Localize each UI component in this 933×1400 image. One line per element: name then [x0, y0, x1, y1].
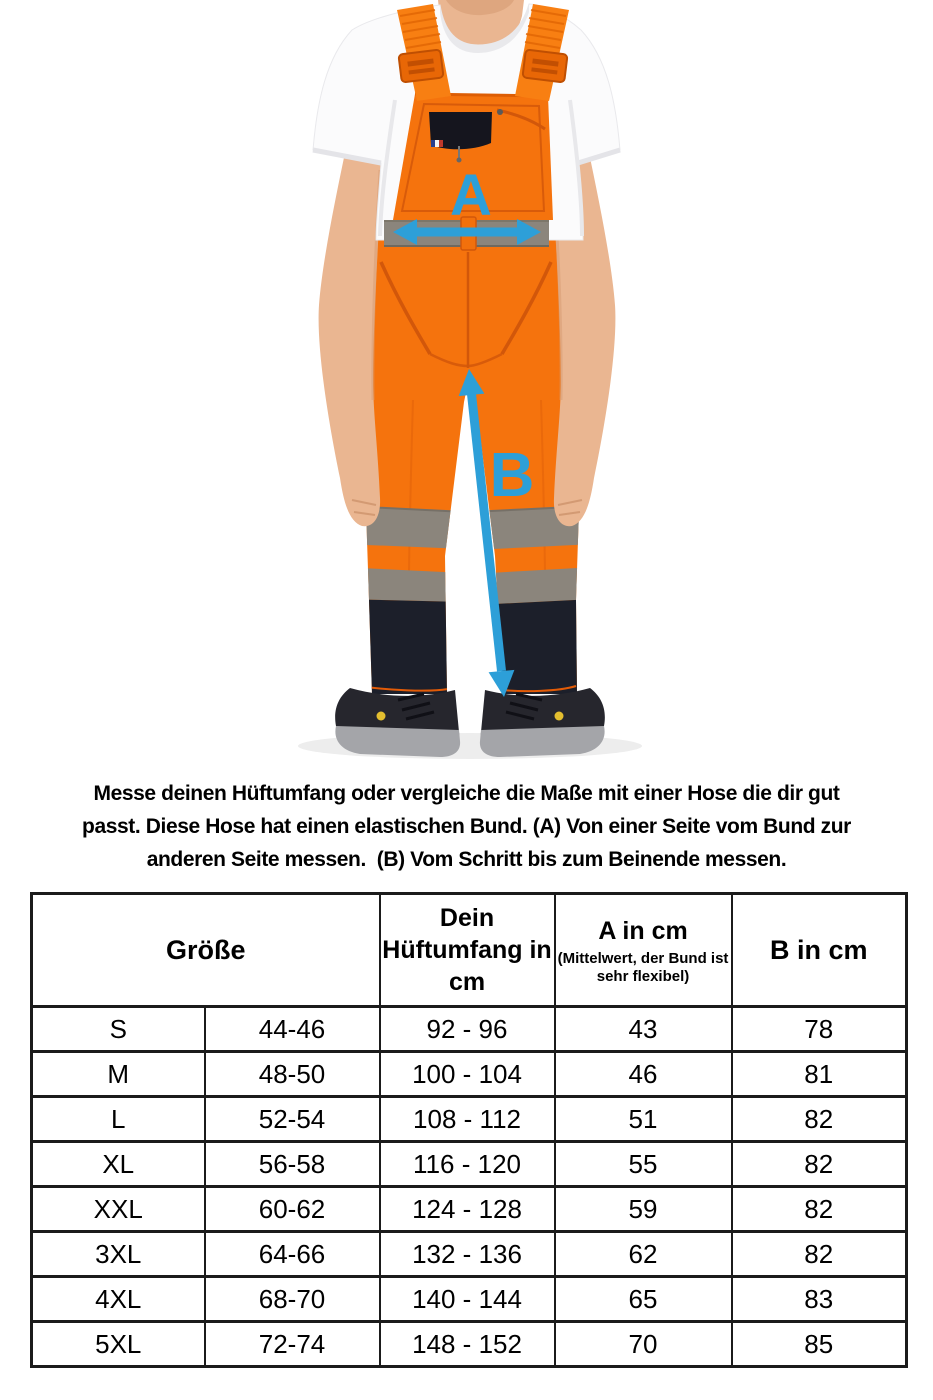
hip-circumference-cell: 100 - 104: [380, 1052, 555, 1097]
measurement-b-label: B: [489, 441, 535, 510]
b-cm-cell: 82: [732, 1187, 907, 1232]
hip-circumference-cell: 124 - 128: [380, 1187, 555, 1232]
header-a-cm: [555, 894, 732, 1007]
measurement-a-label: A: [450, 163, 492, 228]
navy-leg-cuffs: [337, 599, 595, 700]
size-cell: XXL: [32, 1187, 205, 1232]
size-range-cell: 72-74: [205, 1322, 380, 1367]
size-table-body: [32, 1007, 907, 1367]
hip-circumference-cell: 148 - 152: [380, 1322, 555, 1367]
hip-circumference-cell: 140 - 144: [380, 1277, 555, 1322]
a-cm-cell: 59: [555, 1187, 732, 1232]
size-cell: XL: [32, 1142, 205, 1187]
left-buckle: [398, 50, 443, 83]
instructions-line-2: passt. Diese Hose hat einen elastischen Bund. (A) Von einer Seite vom Bund zur: [82, 815, 851, 838]
b-cm-cell: 82: [732, 1232, 907, 1277]
size-range-cell: 52-54: [205, 1097, 380, 1142]
instructions-line-3: anderen Seite messen. (B) Vom Schritt bis zum Beinende messen.: [146, 848, 787, 871]
size-cell: S: [32, 1007, 205, 1052]
a-cm-cell: 65: [555, 1277, 732, 1322]
size-cell: 3XL: [32, 1232, 205, 1277]
leg-reflective-bands: [337, 506, 595, 700]
measurement-instructions: [0, 772, 933, 876]
size-cell: 5XL: [32, 1322, 205, 1367]
hip-circumference-cell: 92 - 96: [380, 1007, 555, 1052]
b-cm-cell: 82: [732, 1097, 907, 1142]
size-table-row: [32, 1277, 907, 1322]
size-table-row: [32, 1142, 907, 1187]
size-range-cell: 44-46: [205, 1007, 380, 1052]
size-table-row: [32, 1232, 907, 1277]
b-cm-cell: 85: [732, 1322, 907, 1367]
size-range-cell: 68-70: [205, 1277, 380, 1322]
a-cm-cell: 43: [555, 1007, 732, 1052]
hip-circumference-cell: 108 - 112: [380, 1097, 555, 1142]
a-cm-cell: 51: [555, 1097, 732, 1142]
header-hip-circumference: Dein Hüftumfang in cm: [380, 894, 555, 1007]
hip-circumference-cell: 116 - 120: [380, 1142, 555, 1187]
b-cm-cell: 83: [732, 1277, 907, 1322]
size-cell: M: [32, 1052, 205, 1097]
size-table-row: [32, 1187, 907, 1232]
hip-circumference-cell: 132 - 136: [380, 1232, 555, 1277]
size-cell: L: [32, 1097, 205, 1142]
flag-label: [431, 140, 443, 147]
size-table-row: [32, 1097, 907, 1142]
right-shoe: [480, 688, 605, 757]
instructions-line-1: Messe deinen Hüftumfang oder vergleiche die Maße mit einer Hose die dir gut: [93, 782, 840, 805]
a-cm-cell: 70: [555, 1322, 732, 1367]
size-range-cell: 60-62: [205, 1187, 380, 1232]
size-range-cell: 56-58: [205, 1142, 380, 1187]
size-cell: 4XL: [32, 1277, 205, 1322]
a-cm-cell: 62: [555, 1232, 732, 1277]
size-table-row: [32, 1007, 907, 1052]
header-a-note: (Mittelwert, der Bund ist sehr flexibel): [557, 949, 729, 985]
left-shoe: [335, 688, 460, 757]
size-table-header-row: [32, 894, 907, 1007]
header-b-cm: B in cm: [732, 894, 907, 1007]
a-cm-cell: 46: [555, 1052, 732, 1097]
header-size: Größe: [32, 894, 380, 1007]
b-cm-cell: 82: [732, 1142, 907, 1187]
b-cm-cell: 78: [732, 1007, 907, 1052]
left-arm: [319, 148, 383, 526]
a-cm-cell: 55: [555, 1142, 732, 1187]
size-range-cell: 64-66: [205, 1232, 380, 1277]
b-cm-cell: 81: [732, 1052, 907, 1097]
header-a-title: A in cm: [598, 916, 688, 945]
size-table-row: [32, 1322, 907, 1367]
size-range-cell: 48-50: [205, 1052, 380, 1097]
right-buckle: [522, 50, 567, 83]
size-table: [30, 892, 908, 1368]
size-table-row: [32, 1052, 907, 1097]
